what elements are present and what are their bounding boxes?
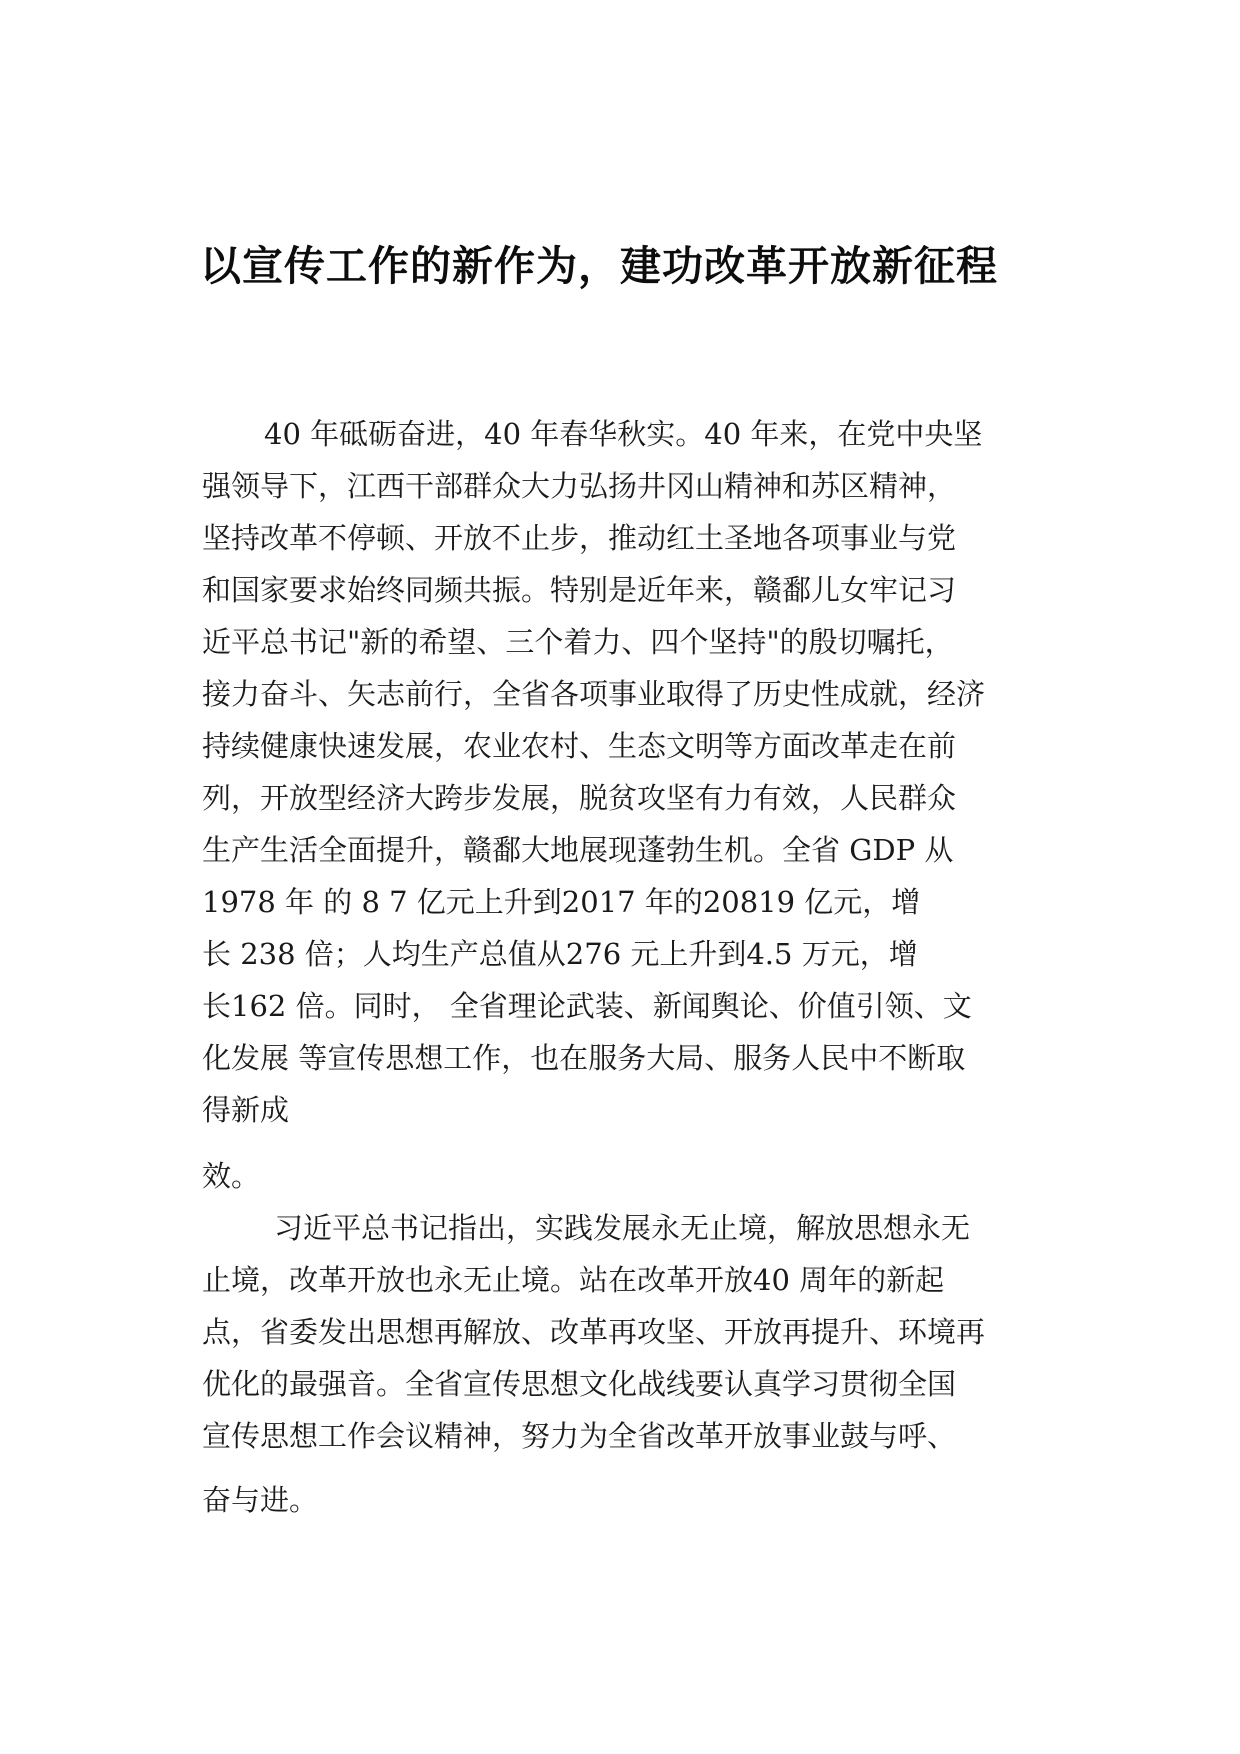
- paragraph-line: 坚持改革不停顿、开放不止步，推动红土圣地各项事业与党: [202, 521, 957, 555]
- paragraph-line: 长 238 倍；人均生产总值从276 元上升到4.5 万元，增: [202, 937, 918, 971]
- paragraph-line: 列，开放型经济大跨步发展，脱贫攻坚有力有效，人民群众: [202, 781, 957, 815]
- paragraph-line: 长162 倍。同时， 全省理论武装、新闻舆论、价值引领、文: [202, 989, 972, 1023]
- paragraph-line: 1978 年 的 8 7 亿元上升到2017 年的20819 亿元，增: [202, 885, 921, 919]
- paragraph-line: 得新成: [202, 1093, 290, 1127]
- paragraph-line: 40 年砥砺奋进，40 年春华秋实。40 年来，在党中央坚: [264, 417, 983, 451]
- paragraph-line: 优化的最强音。全省宣传思想文化战线要认真学习贯彻全国: [202, 1367, 957, 1401]
- paragraph-line: 生产生活全面提升，赣鄱大地展现蓬勃生机。全省 GDP 从: [202, 833, 954, 867]
- paragraph-line: 宣传思想工作会议精神，努力为全省改革开放事业鼓与呼、: [202, 1419, 957, 1453]
- paragraph-line: 强领导下，江西干部群众大力弘扬井冈山精神和苏区精神，: [202, 469, 957, 503]
- paragraph-tail: 奋与进。: [202, 1483, 319, 1517]
- paragraph-line: 点，省委发出思想再解放、改革再攻坚、开放再提升、环境再: [202, 1315, 986, 1349]
- paragraph-line: 持续健康快速发展，农业农村、生态文明等方面改革走在前: [202, 729, 957, 763]
- document-title: 以宣传工作的新作为，建功改革开放新征程: [200, 242, 998, 290]
- paragraph-line: 习近平总书记指出，实践发展永无止境，解放思想永无: [274, 1211, 971, 1245]
- paragraph-line: 止境，改革开放也永无止境。站在改革开放40 周年的新起: [202, 1263, 945, 1297]
- paragraph-line: 接力奋斗、矢志前行，全省各项事业取得了历史性成就，经济: [202, 677, 986, 711]
- paragraph-tail: 效。: [202, 1159, 261, 1193]
- paragraph-line: 化发展 等宣传思想工作，也在服务大局、服务人民中不断取: [202, 1041, 966, 1075]
- paragraph-line: 和国家要求始终同频共振。特别是近年来，赣鄱儿女牢记习: [202, 573, 957, 607]
- paragraph-line: 近平总书记"新的希望、三个着力、四个坚持"的殷切嘱托，: [202, 625, 954, 659]
